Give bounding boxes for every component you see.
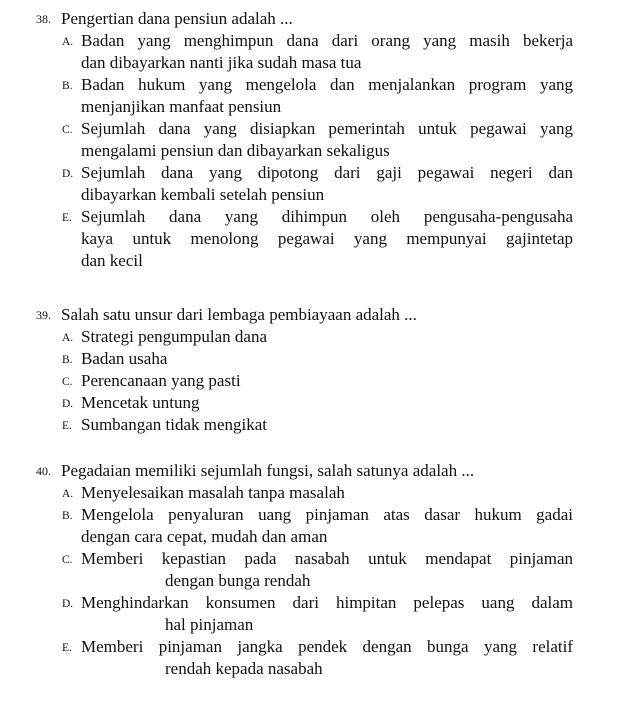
option-letter: A. (62, 332, 74, 344)
option-letter: E. (62, 642, 72, 654)
option-letter: D. (62, 598, 74, 610)
question-number: 38. (36, 12, 51, 26)
option-letter: C. (62, 124, 73, 136)
option-c (62, 118, 573, 162)
option-line: Memberi pinjaman jangka pendek dengan bunga yang relatif (81, 637, 573, 656)
option-line: dibayarkan kembali setelah pensiun (81, 185, 325, 204)
option-letter: A. (62, 488, 74, 500)
option-line: Menghindarkan konsumen dari himpitan pelepas uang dalam (81, 593, 573, 612)
option-b (62, 504, 573, 548)
question-number: 39. (36, 308, 51, 322)
option-letter: E. (62, 212, 72, 224)
option-line: Sejumlah dana yang dipotong dari gaji pegawai negeri dan (81, 163, 573, 182)
option-line: Sejumlah dana yang dihimpun oleh pengusaha-pengusaha (81, 207, 573, 226)
option-line: Menyelesaikan masalah tanpa masalah (81, 483, 345, 502)
option-line: menjanjikan manfaat pensiun (81, 97, 282, 116)
option-line: Sumbangan tidak mengikat (81, 415, 268, 434)
option-line: Memberi kepastian pada nasabah untuk mendapat pinjaman (81, 549, 573, 568)
option-text (81, 504, 573, 548)
option-line: Sejumlah dana yang disiapkan pemerintah untuk pegawai yang (81, 119, 573, 138)
option-line: Badan usaha (81, 349, 168, 368)
option-line: Mengelola penyaluran uang pinjaman atas dasar hukum gadai (81, 505, 573, 524)
option-a (62, 30, 573, 74)
option-a (62, 326, 573, 348)
option-text (81, 592, 573, 636)
option-text (81, 482, 573, 504)
option-c (62, 370, 573, 392)
question-text: Pengertian dana pensiun adalah ... (61, 9, 293, 28)
option-text (81, 636, 573, 680)
option-line: Perencanaan yang pasti (81, 371, 241, 390)
option-line: dengan bunga rendah (165, 571, 311, 590)
option-letter: B. (62, 510, 73, 522)
option-line: kaya untuk menolong pegawai yang mempunyai gajintetap (81, 229, 573, 248)
option-line: dengan cara cepat, mudah dan aman (81, 527, 328, 546)
option-b (62, 74, 573, 118)
option-line: mengalami pensiun dan dibayarkan sekaligus (81, 141, 390, 160)
option-line: Badan hukum yang mengelola dan menjalankan program yang (81, 75, 573, 94)
option-letter: D. (62, 168, 74, 180)
option-text (81, 206, 573, 272)
option-letter: D. (62, 398, 74, 410)
option-a (62, 482, 573, 504)
option-text (81, 326, 573, 348)
question-stem (0, 460, 628, 482)
option-e (62, 636, 573, 680)
question-stem (0, 8, 628, 30)
option-c (62, 548, 573, 592)
option-text (81, 548, 573, 592)
question-text: Salah satu unsur dari lembaga pembiayaan adalah ... (61, 305, 417, 324)
question-40 (0, 460, 628, 680)
option-line: hal pinjaman (165, 615, 254, 634)
option-text (81, 74, 573, 118)
question-text: Pegadaian memiliki sejumlah fungsi, salah satunya adalah ... (61, 461, 475, 480)
option-letter: C. (62, 376, 73, 388)
option-e (62, 206, 573, 272)
option-letter: C. (62, 554, 73, 566)
option-line: dan dibayarkan nanti jika sudah masa tua (81, 53, 362, 72)
question-38 (0, 8, 628, 272)
option-letter: A. (62, 36, 74, 48)
option-text (81, 162, 573, 206)
option-d (62, 392, 573, 414)
question-number: 40. (36, 464, 51, 478)
option-line: rendah kepada nasabah (165, 659, 323, 678)
option-letter: B. (62, 80, 73, 92)
option-b (62, 348, 573, 370)
option-e (62, 414, 573, 436)
option-d (62, 162, 573, 206)
option-text (81, 30, 573, 74)
option-letter: B. (62, 354, 73, 366)
option-text (81, 370, 573, 392)
option-line: Badan yang menghimpun dana dari orang yang masih bekerja (81, 31, 573, 50)
option-text (81, 348, 573, 370)
option-text (81, 414, 573, 436)
question-39 (0, 304, 628, 436)
option-text (81, 392, 573, 414)
option-line: Mencetak untung (81, 393, 200, 412)
option-d (62, 592, 573, 636)
option-text (81, 118, 573, 162)
option-line: dan kecil (81, 251, 143, 270)
question-stem (0, 304, 628, 326)
option-line: Strategi pengumpulan dana (81, 327, 268, 346)
option-letter: E. (62, 420, 72, 432)
